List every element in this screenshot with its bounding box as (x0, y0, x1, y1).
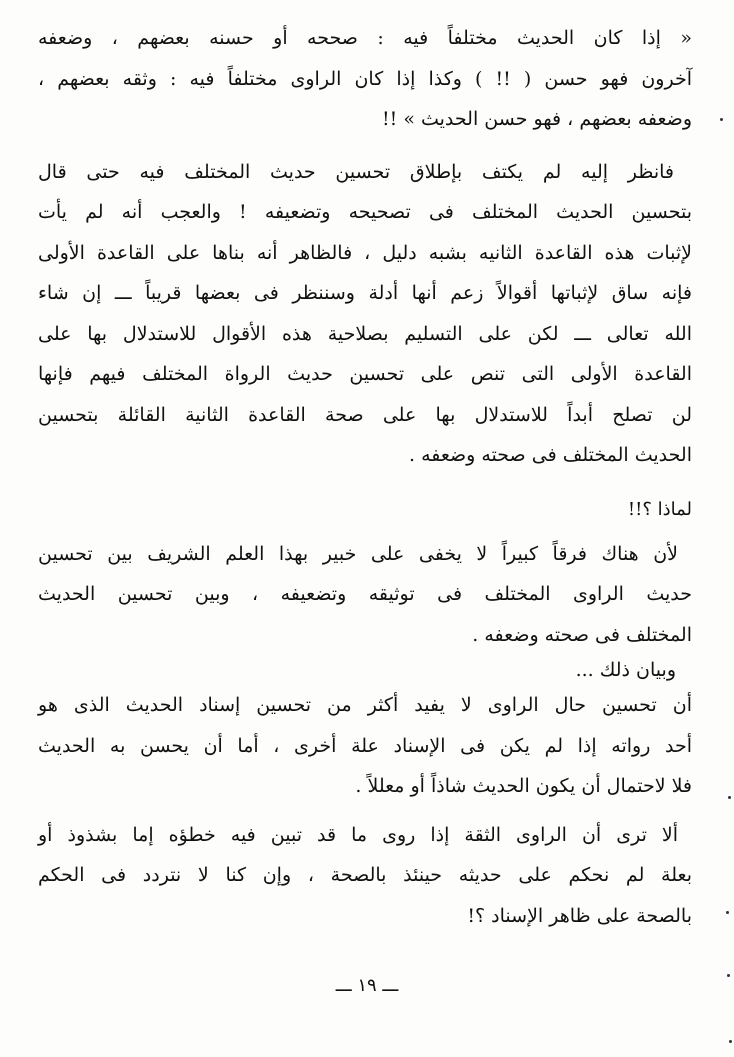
text-line: فإنه ساق لإثباتها أقوالاً زعم أنها أدلة وسننظر فى بعضها قريباً ـــ إن شاء (38, 282, 692, 304)
quote-paragraph (38, 18, 692, 140)
page-body (38, 18, 692, 936)
text-line: فانظر إليه لم يكتف بإطلاق تحسين حديث المختلف فيه حتى قال (38, 160, 674, 183)
text-line: القاعدة الأولى التى تنص على تحسين حديث الرواة المختلف فيهم فإنها (38, 363, 692, 385)
text-line: وضعفه بعضهم ، فهو حسن الحديث » !! (382, 108, 692, 130)
explanation-paragraph (38, 685, 692, 807)
text-line: بالصحة على ظاهر الإسناد ؟! (467, 904, 692, 927)
scan-speck (720, 118, 723, 121)
scan-speck (728, 796, 731, 799)
scan-speck (729, 1040, 732, 1043)
text-line: بتحسين الحديث المختلف فى تصحيحه وتضعيفه ! والعجب أنه لم يأت (38, 201, 692, 223)
text-line: لأن هناك فرقاً كبيراً لا يخفى على خبير بهذا العلم الشريف بين تحسين (38, 542, 678, 565)
text-line: لإثبات هذه القاعدة الثانيه بشبه دليل ، فالظاهر أنه بناها على القاعدة الأولى (38, 241, 692, 264)
question-paragraph (38, 815, 692, 937)
reason-paragraph (38, 534, 692, 656)
text-line: أن تحسين حال الراوى لا يفيد أكثر من تحسين إسناد الحديث الذى هو (38, 694, 692, 716)
text-line: « إذا كان الحديث مختلفاً فيه : صححه أو حسنه بعضهم ، وضعفه (38, 27, 692, 49)
text-line: آخرون فهو حسن ( !! ) وكذا إذا كان الراوى مختلفاً فيه : وثقه بعضهم ، (38, 67, 692, 90)
explanation-intro: وبيان ذلك ... (575, 659, 676, 681)
analysis-paragraph (38, 152, 692, 476)
scan-speck (727, 974, 730, 977)
text-line: بعلة لم نحكم على حديثه حينئذ بالصحة ، وإن كنا لا نتردد فى الحكم (38, 864, 692, 886)
text-line: فلا لاحتمال أن يكون الحديث شاذاً أو معللاً . (355, 775, 692, 797)
scan-speck (726, 911, 729, 914)
text-line: الحديث المختلف فى صحته وضعفه . (408, 444, 692, 466)
text-line: الله تعالى ـــ لكن على التسليم بصلاحية هذه الأقوال للاستدلال بها على (38, 322, 692, 345)
page-number: ـــ ١٩ ـــ (335, 975, 399, 996)
text-line: لن تصلح أبداً للاستدلال بها على صحة القاعدة الثانية القائلة بتحسين (38, 403, 692, 426)
section-heading: لماذا ؟!! (627, 498, 692, 520)
text-line: حديث الراوى المختلف فى توثيقه وتضعيفه ، وبين تحسين الحديث (38, 583, 692, 605)
text-line: ألا ترى أن الراوى الثقة إذا روى ما قد تبين فيه خطؤه إما بشذوذ أو (38, 823, 678, 846)
text-line: أحد رواته إذا لم يكن فى الإسناد علة أخرى ، أما أن يحسن به الحديث (38, 734, 692, 757)
text-line: المختلف فى صحته وضعفه . (472, 623, 692, 646)
